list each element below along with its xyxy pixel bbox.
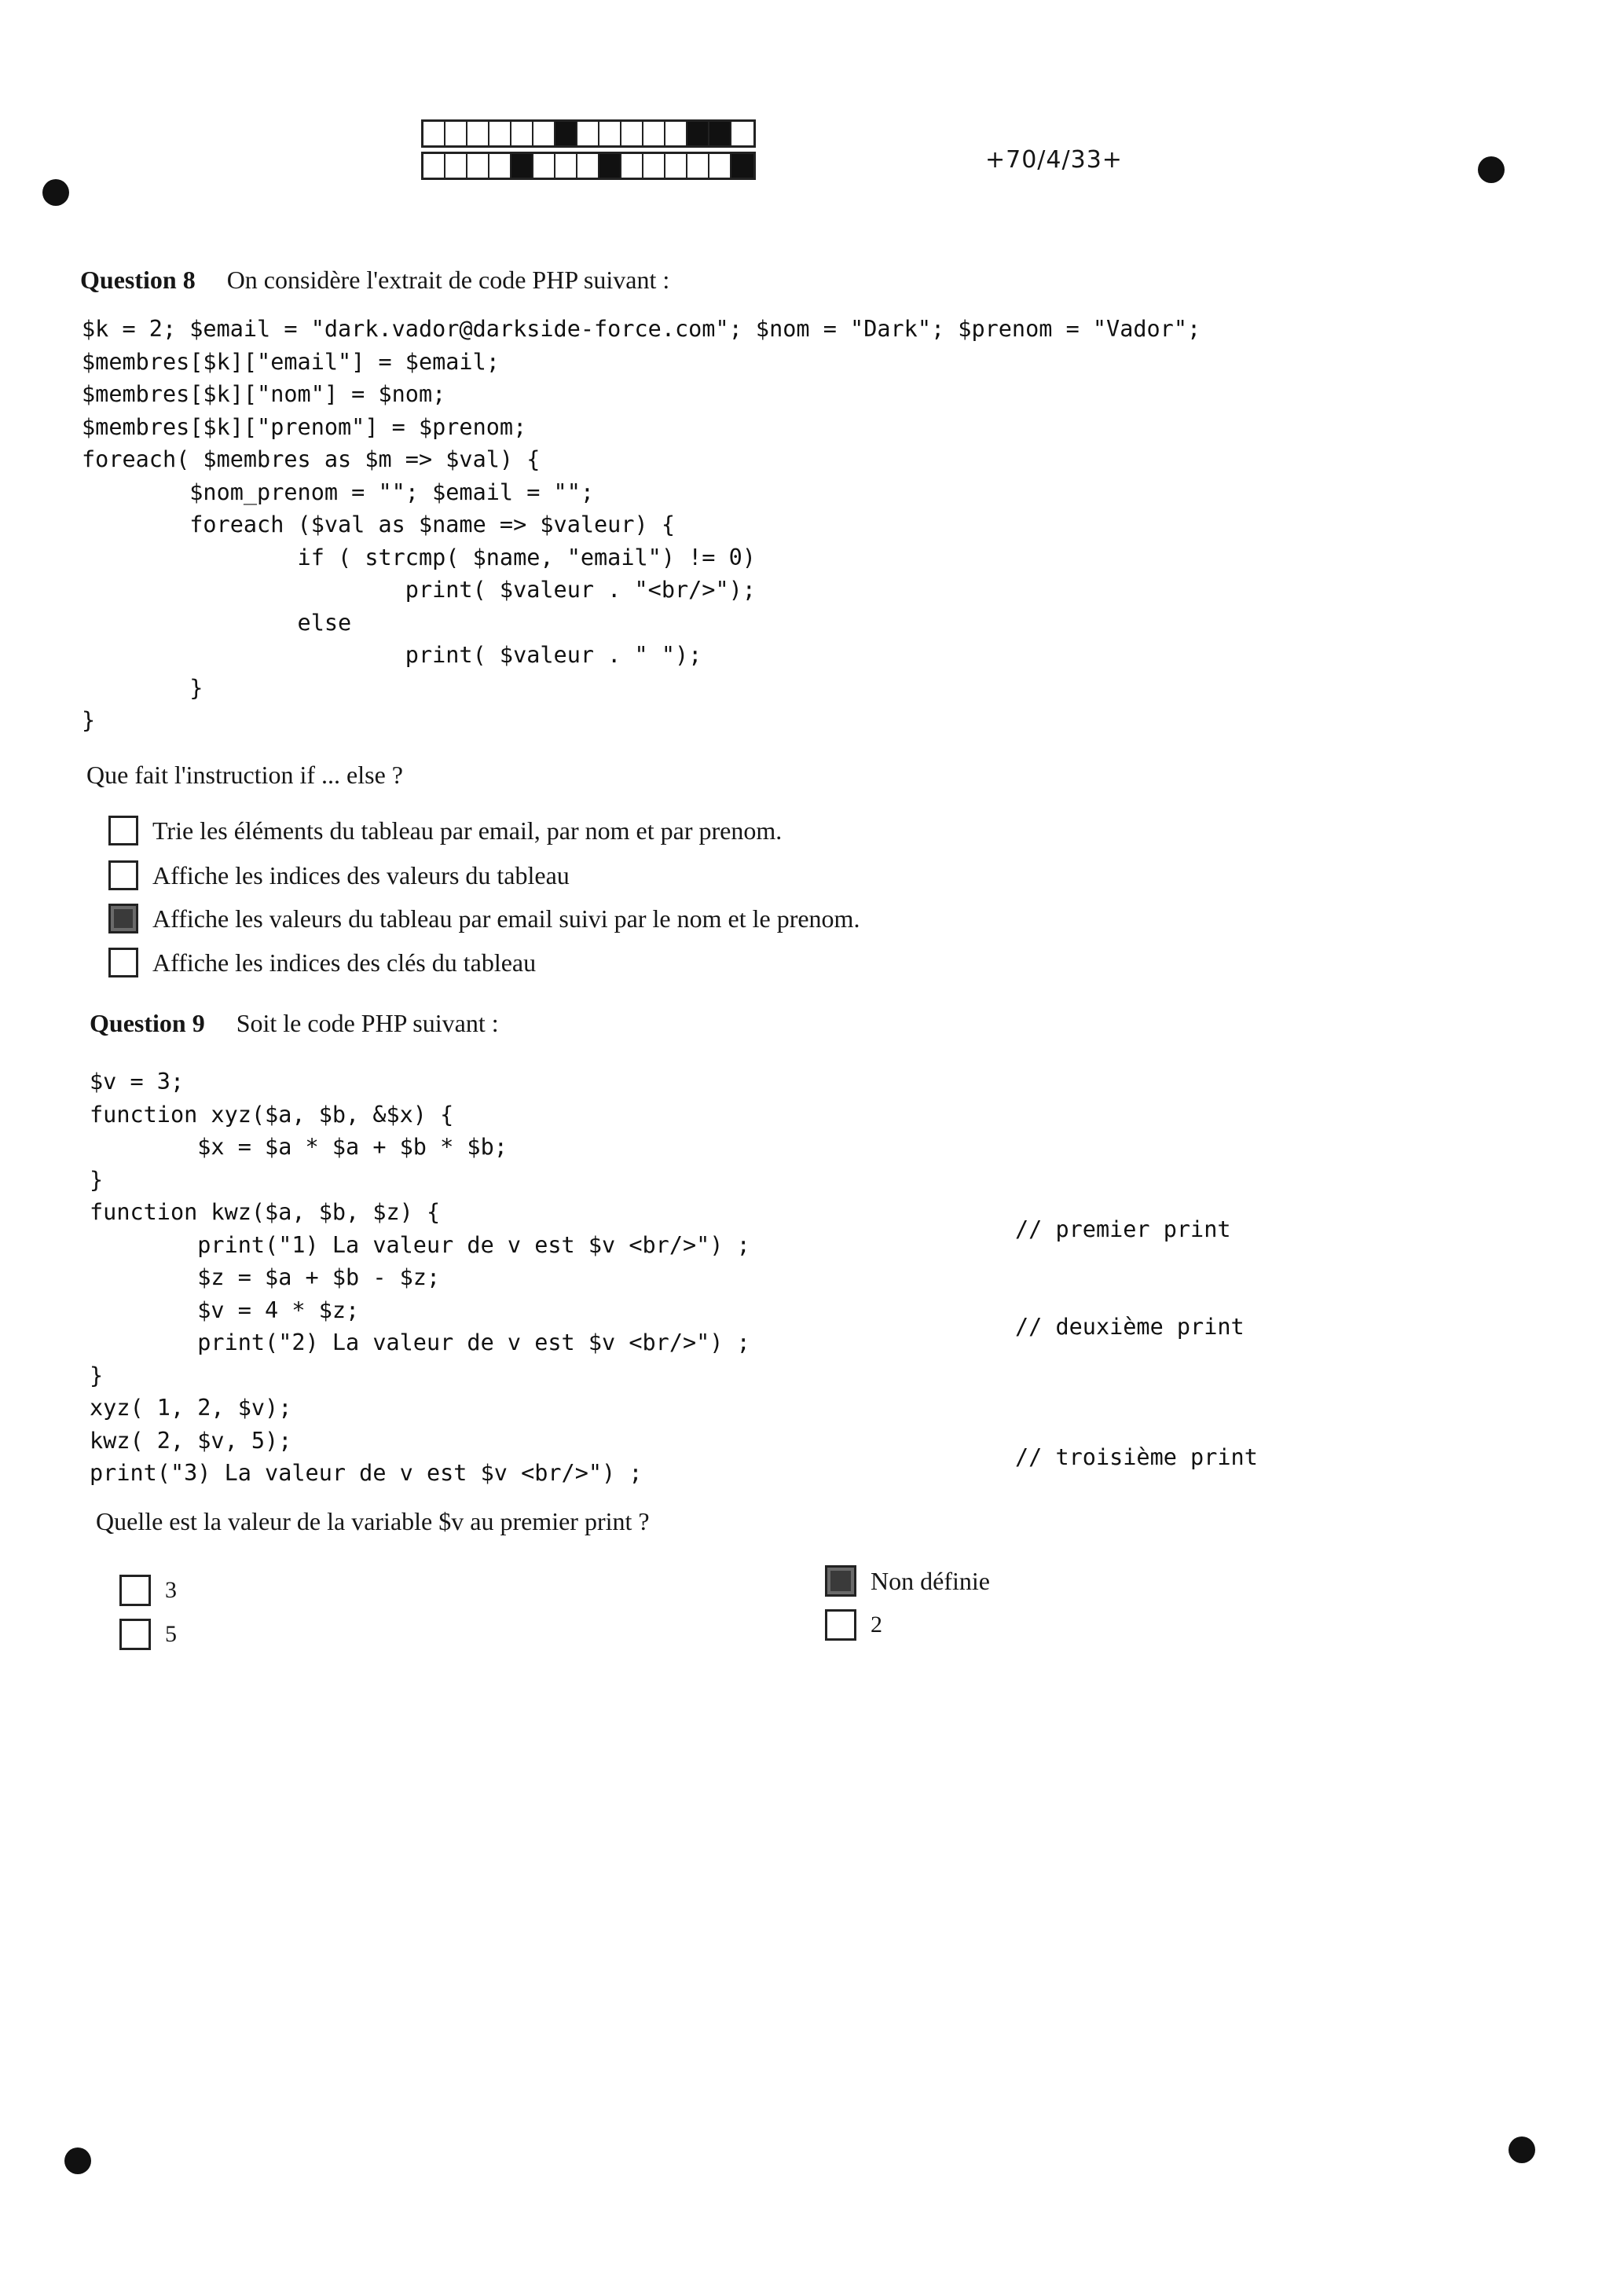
comment-second-print: // deuxième print bbox=[1015, 1314, 1245, 1340]
barcode-cell bbox=[511, 154, 533, 178]
barcode-cell bbox=[555, 154, 577, 178]
barcode-cell bbox=[423, 122, 445, 145]
q9-option-2[interactable] bbox=[825, 1609, 882, 1641]
question-9-prompt: Quelle est la valeur de la variable $v au premier print ? bbox=[96, 1507, 650, 1535]
option-label: Non définie bbox=[871, 1566, 990, 1595]
q9-option-3[interactable] bbox=[119, 1575, 177, 1606]
question-intro: Soit le code PHP suivant : bbox=[236, 1009, 499, 1037]
q8-option-4[interactable] bbox=[108, 948, 536, 977]
barcode-cell bbox=[731, 122, 753, 145]
page-id: +70/4/33+ bbox=[985, 146, 1123, 174]
barcode-cell bbox=[643, 154, 665, 178]
barcode-row-2 bbox=[421, 152, 756, 180]
registration-mark-bottom-left bbox=[64, 2147, 91, 2174]
checkbox[interactable] bbox=[108, 860, 138, 890]
option-label: 3 bbox=[165, 1577, 177, 1603]
question-9-code: $v = 3; function xyz($a, $b, &$x) { $x = $a * $a + $b * $b; } function kwz($a, $b, $z) { print("1) La valeur de v est $v <br/>") ; $z = $a + $b - $z; $v = 4 * $z; print("2) La valeur de v est $v <br/>") ; } xyz( 1, 2, $v); kwz( 2, $v, 5); print("3) La valeur de v est $v <br/>") ; bbox=[90, 1069, 750, 1486]
barcode-cell bbox=[511, 122, 533, 145]
barcode-cell bbox=[687, 154, 709, 178]
checkbox[interactable] bbox=[108, 816, 138, 845]
barcode-cell bbox=[643, 122, 665, 145]
question-8-code: $k = 2; $email = "dark.vador@darkside-force.com"; $nom = "Dark"; $prenom = "Vador"; $membres[$k]["email"] = $email; $membres[$k]["nom"] = $nom; $membres[$k]["prenom"] = $prenom; foreach( $membres as $m => $val) { $nom_prenom = ""; $email = ""; foreach ($val as $name => $valeur) { if ( strcmp( $name, "email") != 0) print( $valeur . "<br/>"); else print( $valeur . " "); } } bbox=[82, 316, 1201, 733]
barcode-cell bbox=[555, 122, 577, 145]
barcode-cell bbox=[577, 154, 599, 178]
question-8-prompt: Que fait l'instruction if ... else ? bbox=[86, 761, 403, 789]
question-label: Question 9 bbox=[90, 1009, 205, 1037]
barcode-cell bbox=[665, 154, 687, 178]
option-label: 2 bbox=[871, 1612, 882, 1638]
barcode-cell bbox=[731, 154, 753, 178]
registration-mark-top-left bbox=[42, 179, 69, 206]
q9-option-5[interactable] bbox=[119, 1619, 177, 1650]
barcode-cell bbox=[467, 122, 489, 145]
barcode-cell bbox=[687, 122, 709, 145]
barcode-cell bbox=[533, 122, 555, 145]
barcode-cell bbox=[489, 154, 511, 178]
option-label: 5 bbox=[165, 1621, 177, 1647]
barcode-cell bbox=[599, 154, 621, 178]
checkbox[interactable] bbox=[825, 1609, 856, 1641]
checkbox-checked[interactable] bbox=[825, 1565, 856, 1597]
question-9-heading bbox=[90, 1009, 499, 1038]
checkbox[interactable] bbox=[119, 1575, 151, 1606]
barcode-cell bbox=[621, 154, 643, 178]
registration-mark-top-right bbox=[1478, 156, 1505, 183]
q8-option-1[interactable] bbox=[108, 816, 782, 845]
barcode-cell bbox=[621, 122, 643, 145]
checkbox-checked[interactable] bbox=[108, 904, 138, 933]
barcode-cell bbox=[709, 154, 731, 178]
option-label: Affiche les indices des clés du tableau bbox=[152, 948, 537, 977]
option-label: Affiche les valeurs du tableau par email suivi par le nom et le prenom. bbox=[152, 904, 860, 933]
question-intro: On considère l'extrait de code PHP suivant : bbox=[226, 266, 670, 294]
registration-mark-bottom-right bbox=[1509, 2136, 1535, 2163]
barcode-cell bbox=[445, 122, 467, 145]
question-8-heading bbox=[80, 266, 669, 295]
comment-third-print: // troisième print bbox=[1015, 1444, 1258, 1470]
comment-first-print: // premier print bbox=[1015, 1216, 1231, 1242]
barcode-cell bbox=[423, 154, 445, 178]
barcode-cell bbox=[599, 122, 621, 145]
checkbox[interactable] bbox=[108, 948, 138, 977]
q8-option-2[interactable] bbox=[108, 860, 570, 890]
barcode-cell bbox=[533, 154, 555, 178]
q9-option-undefined[interactable] bbox=[825, 1565, 990, 1597]
barcode-row-1 bbox=[421, 119, 756, 148]
barcode-cell bbox=[709, 122, 731, 145]
question-label: Question 8 bbox=[80, 266, 196, 294]
q8-option-3[interactable] bbox=[108, 904, 860, 933]
barcode-cell bbox=[489, 122, 511, 145]
option-label: Trie les éléments du tableau par email, par nom et par prenom. bbox=[152, 816, 783, 845]
barcode-cell bbox=[577, 122, 599, 145]
barcode-cell bbox=[445, 154, 467, 178]
barcode-cell bbox=[665, 122, 687, 145]
checkbox[interactable] bbox=[119, 1619, 151, 1650]
option-label: Affiche les indices des valeurs du tableau bbox=[152, 860, 570, 889]
barcode-cell bbox=[467, 154, 489, 178]
